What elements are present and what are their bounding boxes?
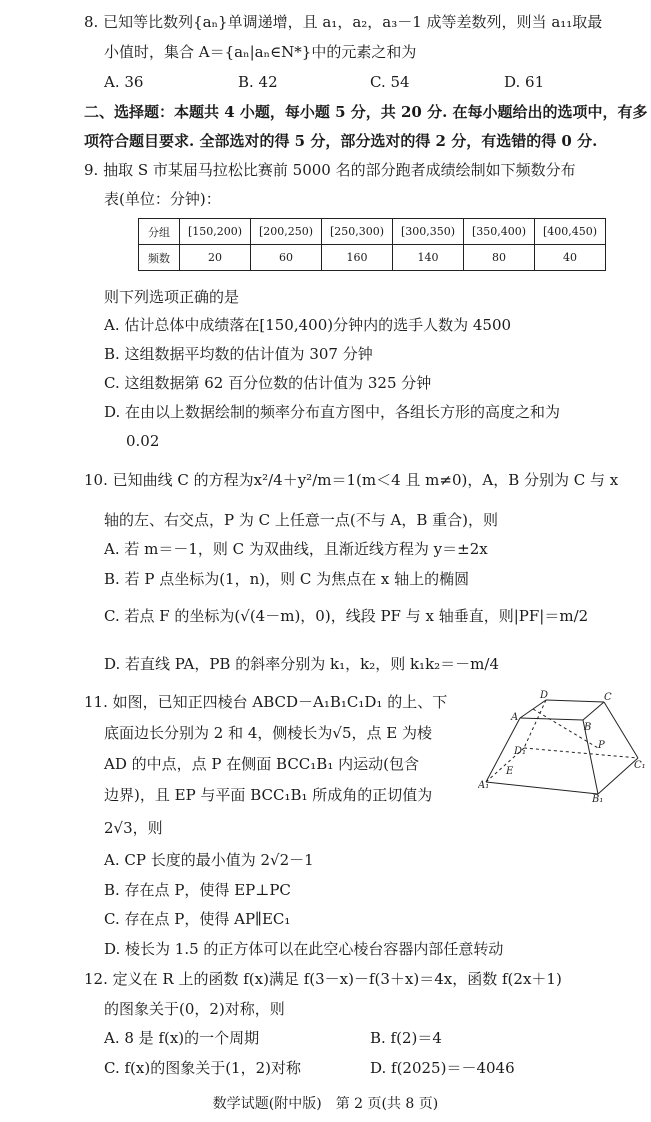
q11-option-c: C. 存在点 P，使得 AP∥EC₁ xyxy=(104,910,291,928)
q10-option-c: C. 若点 F 的坐标为(√(4－m)，0)，线段 PF 与 x 轴垂直，则|PF|＝m/2 xyxy=(104,607,589,625)
frequency-table xyxy=(138,218,606,271)
q8-option-a: A. 36 xyxy=(104,73,144,91)
edge-d1c1 xyxy=(524,748,638,758)
edge-cc1 xyxy=(604,702,638,758)
q12-option-d: D. f(2025)＝－4046 xyxy=(370,1059,515,1077)
table-row-header: 频数 xyxy=(139,245,180,271)
label-b1: B₁ xyxy=(592,794,604,802)
section2-heading-line2: 项符合题目要求. 全部选对的得 5 分，部分选对的得 2 分，有选错的得 0 分. xyxy=(84,132,598,150)
label-d: D xyxy=(540,690,549,701)
table-cell: [350,400) xyxy=(464,219,535,245)
frustum-figure xyxy=(478,690,648,802)
q11-line4: 边界)，且 EP 与平面 BCC₁B₁ 所成角的正切值为 xyxy=(104,786,433,804)
q9-option-d-continued: 0.02 xyxy=(126,432,160,450)
q11-line3: AD 的中点，点 P 在侧面 BCC₁B₁ 内运动(包含 xyxy=(104,755,419,773)
q9-option-d: D. 在由以上数据绘制的频率分布直方图中，各组长方形的高度之和为 xyxy=(104,403,561,421)
label-c: C xyxy=(604,692,612,703)
q8-option-b: B. 42 xyxy=(238,73,278,91)
table-cell: 40 xyxy=(535,245,606,271)
table-cell: 80 xyxy=(464,245,535,271)
edge-bc xyxy=(583,702,604,720)
q12-line1: 12. 定义在 R 上的函数 f(x)满足 f(3－x)－f(3＋x)＝4x，函数 f(2x＋1) xyxy=(84,970,562,988)
table-row-header: 分组 xyxy=(139,219,180,245)
edge-dc xyxy=(546,700,604,702)
label-c1: C₁ xyxy=(634,760,646,771)
label-a: A xyxy=(511,712,519,723)
q10-option-d: D. 若直线 PA，PB 的斜率分别为 k₁，k₂，则 k₁k₂＝－m/4 xyxy=(104,655,499,673)
table-cell: 20 xyxy=(180,245,251,271)
table-cell: [200,250) xyxy=(251,219,322,245)
label-d1: D₁ xyxy=(514,746,527,757)
q9-line1: 9. 抽取 S 市某届马拉松比赛前 5000 名的部分跑者成绩绘制如下频数分布 xyxy=(84,161,576,179)
table-cell: [400,450) xyxy=(535,219,606,245)
q8-option-d: D. 61 xyxy=(504,73,545,91)
q10-line2: 轴的左、右交点，P 为 C 上任意一点(不与 A，B 重合)，则 xyxy=(104,511,498,529)
label-b: B xyxy=(584,722,592,733)
q8-line2: 小值时，集合 A＝{aₙ|aₙ∈N*}中的元素之和为 xyxy=(104,43,417,61)
table-row xyxy=(139,219,606,245)
q11-option-d: D. 棱长为 1.5 的正方体可以在此空心棱台容器内部任意转动 xyxy=(104,940,504,958)
edge-ab xyxy=(520,718,583,720)
q12-option-a: A. 8 是 f(x)的一个周期 xyxy=(104,1029,260,1047)
table-cell: 160 xyxy=(322,245,393,271)
q9-option-b: B. 这组数据平均数的估计值为 307 分钟 xyxy=(104,345,373,363)
q11-line1: 11. 如图，已知正四棱台 ABCD－A₁B₁C₁D₁ 的上、下 xyxy=(84,693,448,711)
q12-option-b: B. f(2)＝4 xyxy=(370,1029,442,1047)
q12-line2: 的图象关于(0，2)对称，则 xyxy=(104,1000,285,1018)
q8-option-c: C. 54 xyxy=(370,73,410,91)
label-a1: A₁ xyxy=(478,780,490,791)
label-e: E xyxy=(506,766,514,777)
table-cell: [300,350) xyxy=(393,219,464,245)
q11-line5: 2√3，则 xyxy=(104,819,163,837)
table-cell: [150,200) xyxy=(180,219,251,245)
table-cell: 140 xyxy=(393,245,464,271)
q9-option-c: C. 这组数据第 62 百分位数的估计值为 325 分钟 xyxy=(104,374,432,392)
edge-a1b1 xyxy=(486,782,598,794)
q10-line1: 10. 已知曲线 C 的方程为x²/4＋y²/m＝1(m＜4 且 m≠0)，A，B 分别为 C 与 x xyxy=(84,471,619,489)
q11-option-b: B. 存在点 P，使得 EP⊥PC xyxy=(104,881,291,899)
q11-line2: 底面边长分别为 2 和 4，侧棱长为√5，点 E 为棱 xyxy=(104,724,432,742)
q10-option-a: A. 若 m＝－1，则 C 为双曲线，且渐近线方程为 y＝±2x xyxy=(104,540,488,558)
page-footer: 数学试题(附中版) 第 2 页(共 8 页) xyxy=(212,1096,439,1112)
q9-line2: 表(单位：分钟)： xyxy=(104,190,221,208)
q8-line1: 8. 已知等比数列{aₙ}单调递增，且 a₁，a₂，a₃－1 成等差数列，则当 a₁₁取最 xyxy=(84,13,603,31)
q12-option-c: C. f(x)的图象关于(1，2)对称 xyxy=(104,1059,301,1077)
q11-option-a: A. CP 长度的最小值为 2√2－1 xyxy=(104,851,314,869)
table-cell: 60 xyxy=(251,245,322,271)
section2-heading-line1: 二、选择题：本题共 4 小题，每小题 5 分，共 20 分. 在每小题给出的选项中，有多 xyxy=(84,103,648,121)
q9-prompt: 则下列选项正确的是 xyxy=(104,288,240,306)
table-row xyxy=(139,245,606,271)
q9-option-a: A. 估计总体中成绩落在[150,400)分钟内的选手人数为 4500 xyxy=(104,316,512,334)
label-p: P xyxy=(598,740,605,751)
edge-b1c1 xyxy=(598,758,638,794)
q10-option-b: B. 若 P 点坐标为(1，n)，则 C 为焦点在 x 轴上的椭圆 xyxy=(104,570,470,588)
table-cell: [250,300) xyxy=(322,219,393,245)
